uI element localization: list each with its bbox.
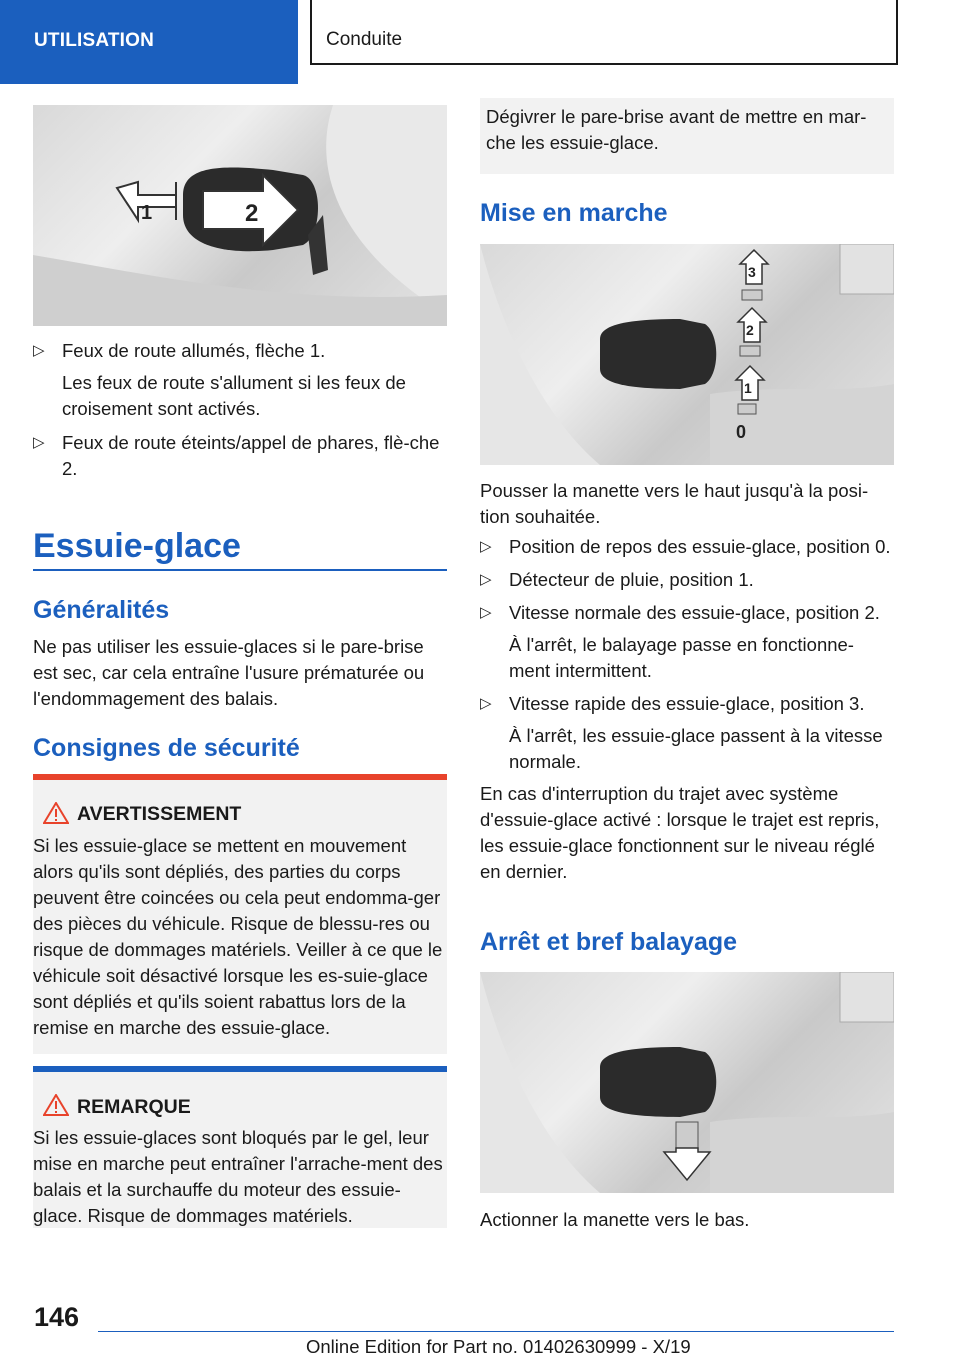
bullet-text: Vitesse rapide des essuie-glace, position 3. — [509, 693, 865, 714]
page-number: 146 — [34, 1302, 80, 1332]
bullet-position-3 — [480, 691, 894, 775]
bullet-triangle-icon: ▷ — [480, 695, 492, 712]
section-title: UTILISATION — [34, 30, 155, 51]
bullet-subtext: À l'arrêt, les essuie-glace passent à la vitesse normale. — [509, 725, 883, 772]
notice-continued-text: Dégivrer le pare-brise avant de mettre en mar-che les essuie-glace. — [486, 106, 867, 153]
bullet-triangle-icon: ▷ — [33, 342, 45, 359]
bullet-subtext: Les feux de route s'allument si les feux de croisement sont activés. — [62, 372, 406, 419]
bullet-high-beam-off — [33, 430, 447, 482]
push-text: Pousser la manette vers le haut jusqu'à la posi-tion souhaitée. — [480, 480, 869, 527]
heading-switch-on: Mise en marche — [480, 199, 668, 227]
bullet-position-2 — [480, 600, 894, 684]
section-heading-wipers: Essuie-glace — [33, 527, 241, 565]
heading-rule — [33, 569, 447, 571]
heading-stop: Arrêt et bref balayage — [480, 928, 738, 956]
bullet-triangle-icon: ▷ — [480, 604, 492, 621]
footer-rule — [98, 1331, 894, 1332]
bullet-text: Vitesse normale des essuie-glace, position 2. — [509, 602, 880, 623]
interrupt-text: En cas d'interruption du trajet avec système d'essuie-glace activé : lorsque le trajet est repris, les essuie-glace fonctionnent sur le niveau réglé en dernier. — [480, 783, 880, 882]
heading-safety: Consignes de sécurité — [33, 734, 300, 762]
notice-box — [33, 1066, 447, 1228]
bullet-triangle-icon: ▷ — [33, 434, 45, 451]
bullet-text: Feux de route allumés, flèche 1. — [62, 340, 326, 361]
warning-text: Si les essuie-glace se mettent en mouvement alors qu'ils sont dépliés, des parties du corps peuvent être coincées ou cela peut endomma-ger des pièces du véhicule. Risque de blessu-res ou risque de dommages matériels. Veiller à ce que le véhicule soit désactivé lorsque les es-suie-glace sont dépliés et qu'ils soient rabattus lors de la remise en marche des essuie-glace. — [33, 835, 443, 1038]
heading-general: Généralités — [33, 596, 170, 624]
warning-triangle-icon — [43, 802, 69, 824]
warning-box — [33, 774, 447, 1054]
notice-continued-box — [480, 98, 894, 174]
bullet-subtext: À l'arrêt, le balayage passe en fonctionne-ment intermittent. — [509, 634, 854, 681]
warning-title: AVERTISSEMENT — [77, 803, 242, 825]
warning-bar — [33, 774, 447, 780]
position-3-label: 3 — [748, 264, 756, 280]
bullet-triangle-icon: ▷ — [480, 571, 492, 588]
position-2-label: 2 — [746, 322, 754, 338]
notice-triangle-icon — [43, 1094, 69, 1116]
edition-text: Online Edition for Part no. 01402630999 - X/19 — [306, 1336, 691, 1357]
section-tab — [0, 0, 298, 84]
notice-title: REMARQUE — [77, 1096, 191, 1118]
bullet-high-beam-on — [33, 338, 447, 422]
position-0-label: 0 — [736, 422, 747, 442]
subsection-tab — [310, 0, 898, 65]
wiper-lever-down-photo — [480, 972, 894, 1193]
subsection-title: Conduite — [326, 29, 403, 50]
bullet-triangle-icon: ▷ — [480, 538, 492, 555]
bullet-text: Détecteur de pluie, position 1. — [509, 569, 754, 590]
high-beam-lever-photo — [33, 105, 447, 326]
bullet-text: Feux de route éteints/appel de phares, flè-che 2. — [62, 432, 440, 479]
arrow-2-label: 2 — [245, 200, 259, 227]
bullet-position-0 — [480, 534, 894, 560]
bullet-position-1 — [480, 567, 894, 593]
arrow-1-label: 1 — [141, 202, 153, 224]
notice-bar — [33, 1066, 447, 1072]
stop-text: Actionner la manette vers le bas. — [480, 1209, 750, 1230]
general-text: Ne pas utiliser les essuie-glaces si le pare-brise est sec, car cela entraîne l'usure prématurée ou l'endommagement des balais. — [33, 636, 425, 709]
position-1-label: 1 — [744, 380, 752, 396]
notice-text: Si les essuie-glaces sont bloqués par le gel, leur mise en marche peut entraîner l'arrache-ment des balais et la surchauffe du moteur des essuie-glace. Risque de dommages matériels. — [33, 1127, 443, 1226]
wiper-lever-up-photo — [480, 244, 894, 465]
bullet-text: Position de repos des essuie-glace, position 0. — [509, 536, 891, 557]
